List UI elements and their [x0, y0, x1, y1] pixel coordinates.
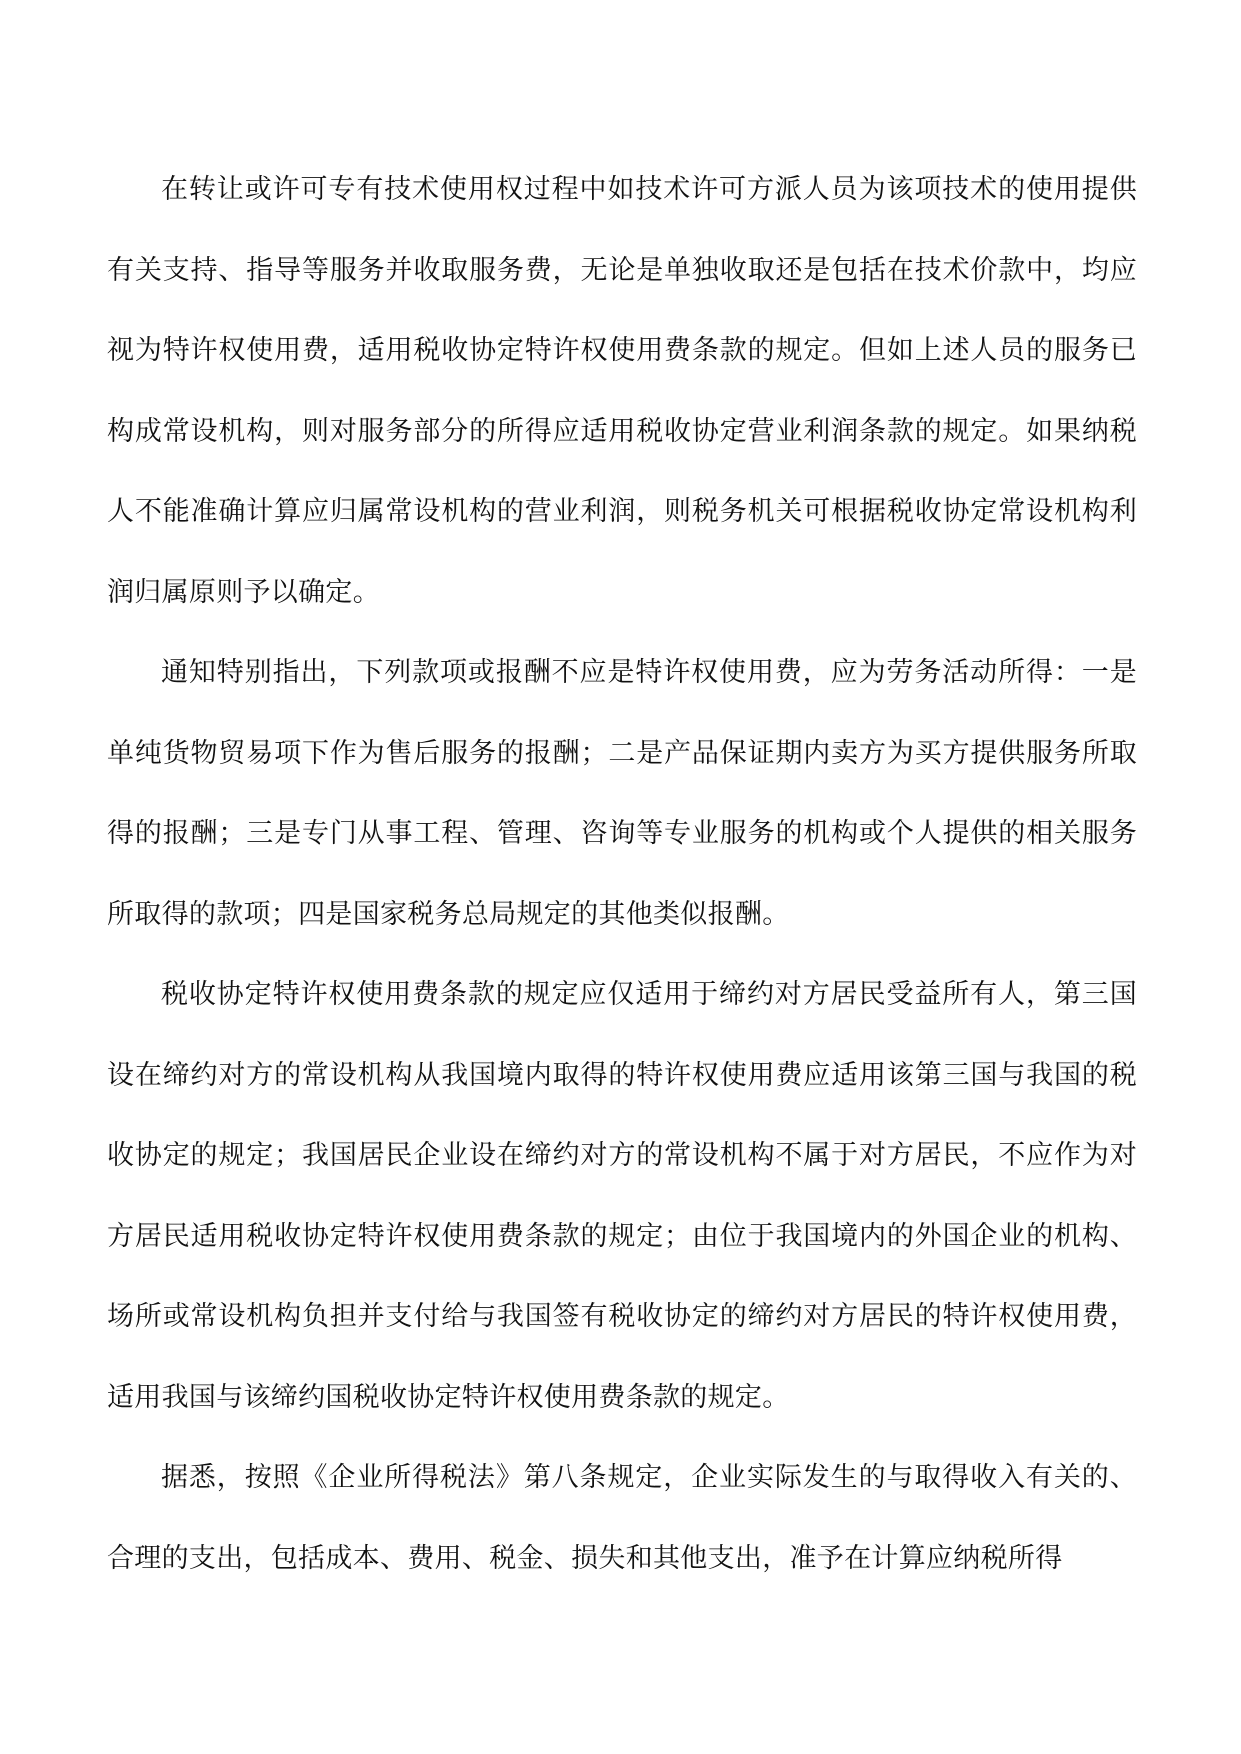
- paragraph-excluded-payments: 通知特别指出，下列款项或报酬不应是特许权使用费，应为劳务活动所得：一是单纯货物贸易项下作为售后服务的报酬；二是产品保证期内卖方为买方提供服务所取得的报酬；三是专门从事工程、管理、咨询等专业服务的机构或个人提供的相关服务所取得的款项；四是国家税务总局规定的其他类似报酬。: [107, 657, 1137, 930]
- document-page: [107, 150, 1137, 1599]
- paragraph-technical-services: 在转让或许可专有技术使用权过程中如技术许可方派人员为该项技术的使用提供有关支持、指导等服务并收取服务费，无论是单独收取还是包括在技术价款中，均应视为特许权使用费，适用税收协定特许权使用费条款的规定。但如上述人员的服务已构成常设机构，则对服务部分的所得应适用税收协定营业利润条款的规定。如果纳税人不能准确计算应归属常设机构的营业利润，则税务机关可根据税收协定常设机构利润归属原则予以确定。: [107, 174, 1137, 608]
- paragraph-enterprise-income-tax-law: 据悉，按照《企业所得税法》第八条规定，企业实际发生的与取得收入有关的、合理的支出，包括成本、费用、税金、损失和其他支出，准予在计算应纳税所得: [107, 1462, 1137, 1574]
- paragraph-beneficial-owner: 税收协定特许权使用费条款的规定应仅适用于缔约对方居民受益所有人，第三国设在缔约对方的常设机构从我国境内取得的特许权使用费应适用该第三国与我国的税收协定的规定；我国居民企业设在缔约对方的常设机构不属于对方居民，不应作为对方居民适用税收协定特许权使用费条款的规定；由位于我国境内的外国企业的机构、场所或常设机构负担并支付给与我国签有税收协定的缔约对方居民的特许权使用费，适用我国与该缔约国税收协定特许权使用费条款的规定。: [107, 979, 1137, 1413]
